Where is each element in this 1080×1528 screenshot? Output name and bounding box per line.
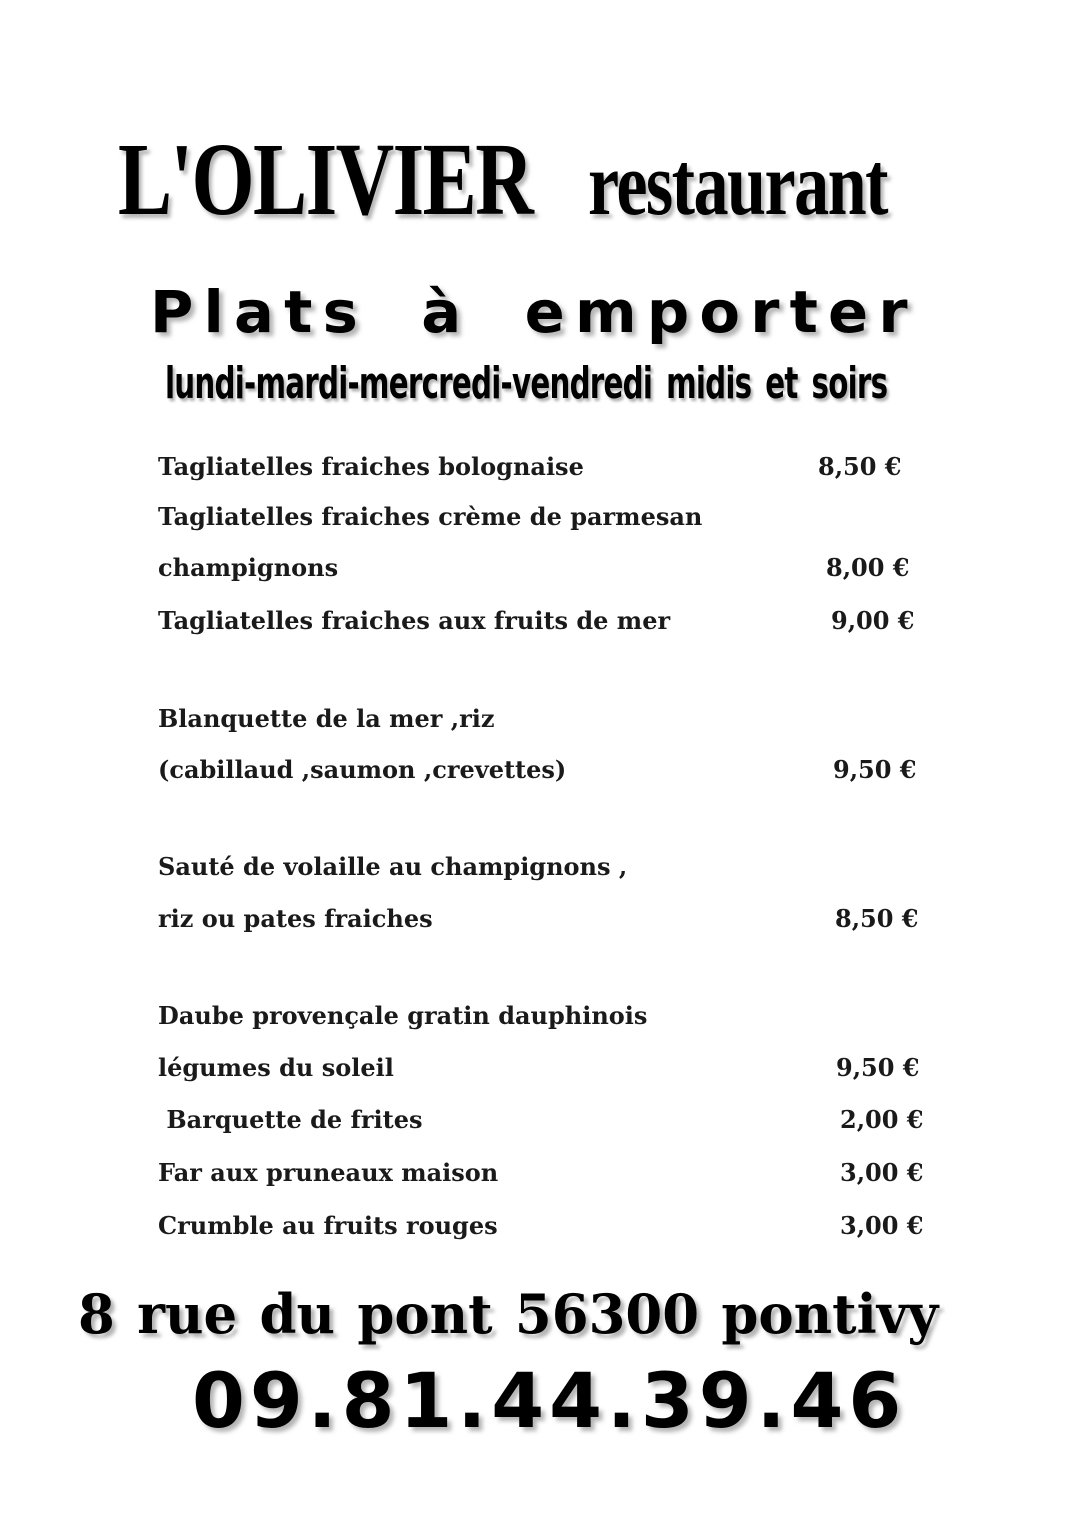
restaurant-phone: 09.81.44.39.46 — [192, 1356, 907, 1445]
menu-item-text: légumes du soleil — [158, 1053, 394, 1082]
menu-item-price: 2,00 € — [840, 1105, 924, 1134]
menu-item-price: 3,00 € — [840, 1211, 924, 1240]
menu-item-text: Blanquette de la mer ,riz — [158, 704, 495, 733]
takeaway-subtitle: Plats à emporter — [150, 278, 918, 346]
menu-item-text: Tagliatelles fraiches aux fruits de mer — [158, 606, 671, 635]
menu-item-text: Daube provençale gratin dauphinois — [158, 1001, 648, 1030]
opening-days: lundi-mardi-mercredi-vendredi midis et soirs — [165, 358, 888, 409]
menu-item-price: 9,00 € — [831, 606, 915, 635]
menu-item-text: Barquette de frites — [158, 1105, 423, 1134]
restaurant-address: 8 rue du pont 56300 pontivy — [78, 1282, 939, 1346]
menu-item-price: 8,00 € — [826, 553, 910, 582]
menu-item-text: Sauté de volaille au champignons , — [158, 852, 628, 881]
menu-item-text: Far aux pruneaux maison — [158, 1158, 499, 1187]
menu-item-text: champignons — [158, 553, 339, 582]
restaurant-type: restaurant — [588, 135, 887, 234]
restaurant-title — [118, 120, 1018, 239]
menu-item-text: riz ou pates fraiches — [158, 904, 433, 933]
menu-item-price: 3,00 € — [840, 1158, 924, 1187]
menu-item-text: Crumble au fruits rouges — [158, 1211, 498, 1240]
restaurant-name: L'OLIVIER — [118, 122, 533, 237]
menu-item-price: 9,50 € — [833, 755, 917, 784]
menu-item-price: 8,50 € — [818, 452, 902, 481]
menu-item-text: Tagliatelles fraiches bolognaise — [158, 452, 584, 481]
menu-item-text: Tagliatelles fraiches crème de parmesan — [158, 502, 703, 531]
menu-item-price: 9,50 € — [836, 1053, 920, 1082]
menu-item-price: 8,50 € — [835, 904, 919, 933]
menu-item-text: (cabillaud ,saumon ,crevettes) — [158, 755, 567, 784]
